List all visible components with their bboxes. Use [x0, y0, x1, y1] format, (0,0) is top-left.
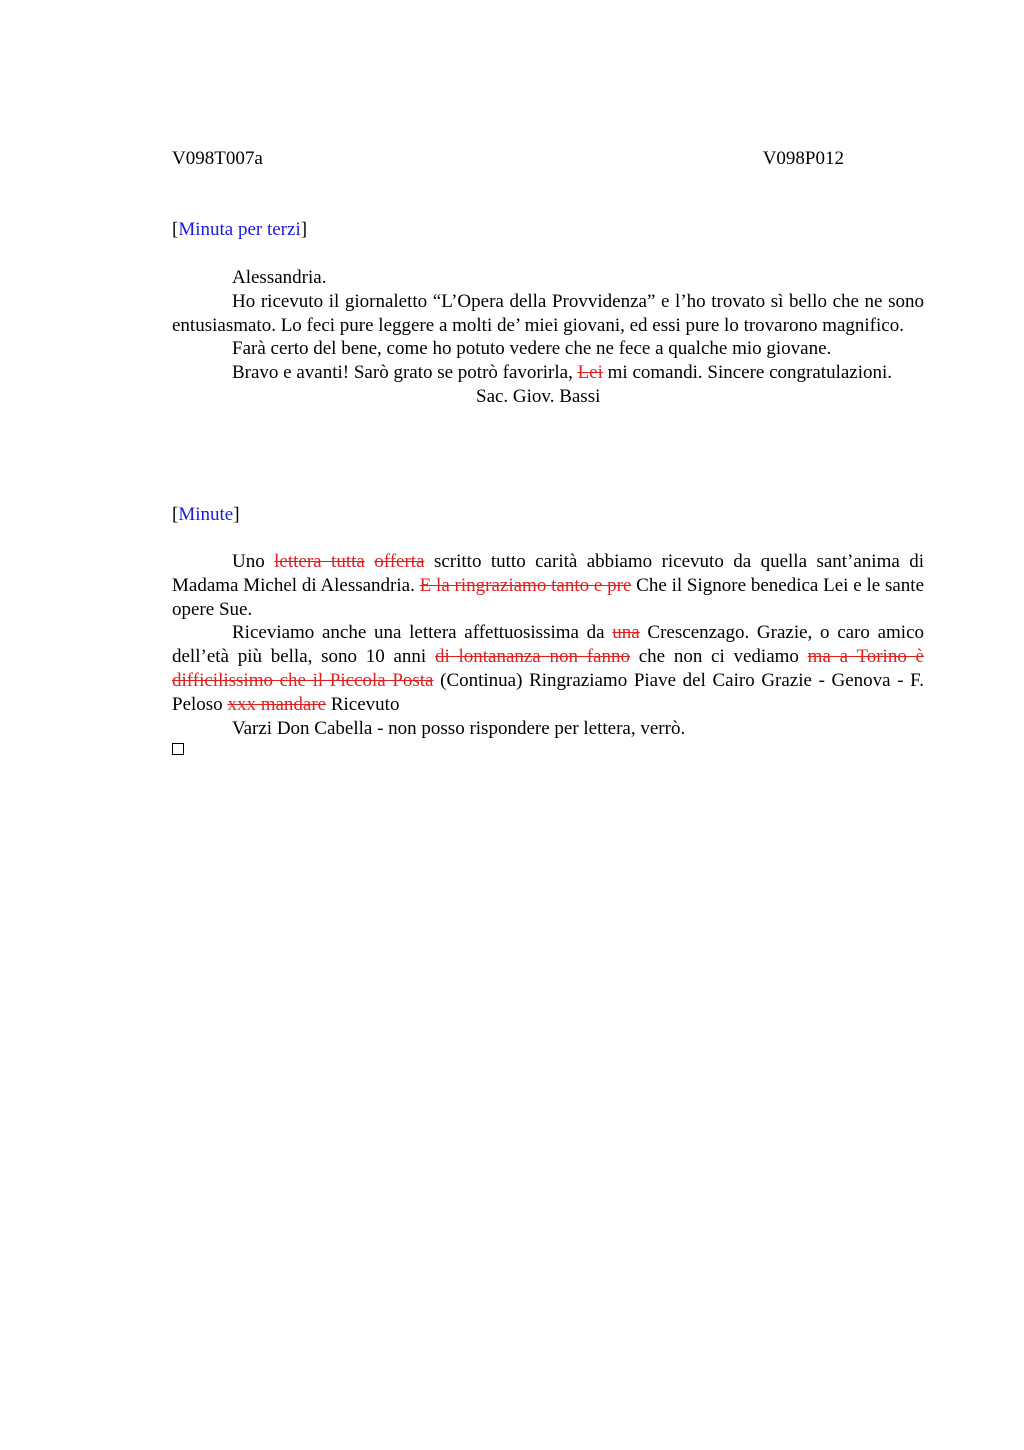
letter-body: [172, 266, 924, 409]
paragraph-text: mi comandi. Sincere congratulazioni.: [602, 362, 893, 384]
end-marker-square-icon: [172, 743, 184, 755]
deleted-text: xxx mandare: [227, 693, 327, 715]
paragraph-text: scritto tutto carità abbiamo ricevuto da quella sant’anima di Madama Michel di Alessandria.: [172, 551, 924, 596]
document-code-right: V098P012: [762, 148, 844, 169]
bracket-close: ]: [300, 219, 308, 240]
section-label-minute: [172, 503, 240, 527]
minute-paragraph-2: [172, 621, 924, 716]
paragraph-text: Ricevuto: [326, 693, 400, 715]
paragraph-text: Crescenzago. Grazie, o caro amico dell’età più bella, sono 10 anni: [172, 622, 925, 668]
letter-paragraph-3: [172, 361, 924, 385]
paragraph-text: Bravo e avanti! Sarò grato se potrò favorirla,: [232, 362, 578, 384]
bracket-close: ]: [233, 504, 240, 525]
bracket-open: [: [172, 504, 179, 525]
letter-paragraph-2: Farà certo del bene, come ho potuto vedere che ne fece a qualche mio giovane.: [232, 338, 832, 360]
deleted-text: lettera tutta: [274, 551, 365, 572]
letter-paragraph-1: Ho ricevuto il giornaletto “L’Opera della Provvidenza” e l’ho trovato sì bello che ne sono entusiasmato. Lo feci pure leggere a molti de’ miei giovani, ed essi pure lo trovarono magnifico.: [172, 290, 924, 336]
section-label-minuta-per-terzi: [172, 218, 307, 242]
deleted-text: E la ringraziamo tanto e pre: [419, 574, 632, 596]
paragraph-text: [365, 551, 374, 572]
paragraph-text: Che il Signore benedica Lei e le sante opere Sue.: [172, 574, 924, 620]
letter-place: Alessandria.: [232, 267, 327, 288]
paragraph-text: Riceviamo anche una lettera affettuosissima da: [232, 622, 613, 644]
section-label-text: Minute: [178, 504, 234, 525]
deleted-text: Lei: [577, 362, 603, 384]
deleted-text: di lontananza non fanno: [434, 646, 630, 668]
document-code-left: V098T007a: [172, 148, 263, 169]
paragraph-text: che non ci vediamo: [629, 646, 808, 668]
minute-body: [172, 550, 924, 740]
minute-paragraph-1: [172, 550, 924, 621]
deleted-text: offerta: [374, 551, 425, 572]
deleted-text: ma a Torino è difficilissimo che il Piccola Posta: [172, 646, 924, 691]
deleted-text: una: [612, 622, 640, 644]
paragraph-text: Uno: [232, 551, 275, 572]
minute-paragraph-3: Varzi Don Cabella - non posso rispondere per lettera, verrò.: [232, 717, 686, 739]
section-label-text: Minuta per terzi: [178, 219, 301, 240]
paragraph-text: (Continua) Ringraziamo Piave del Cairo Grazie - Genova - F. Peloso: [172, 669, 924, 715]
bracket-open: [: [172, 219, 179, 240]
signature: Sac. Giov. Bassi: [476, 385, 601, 407]
